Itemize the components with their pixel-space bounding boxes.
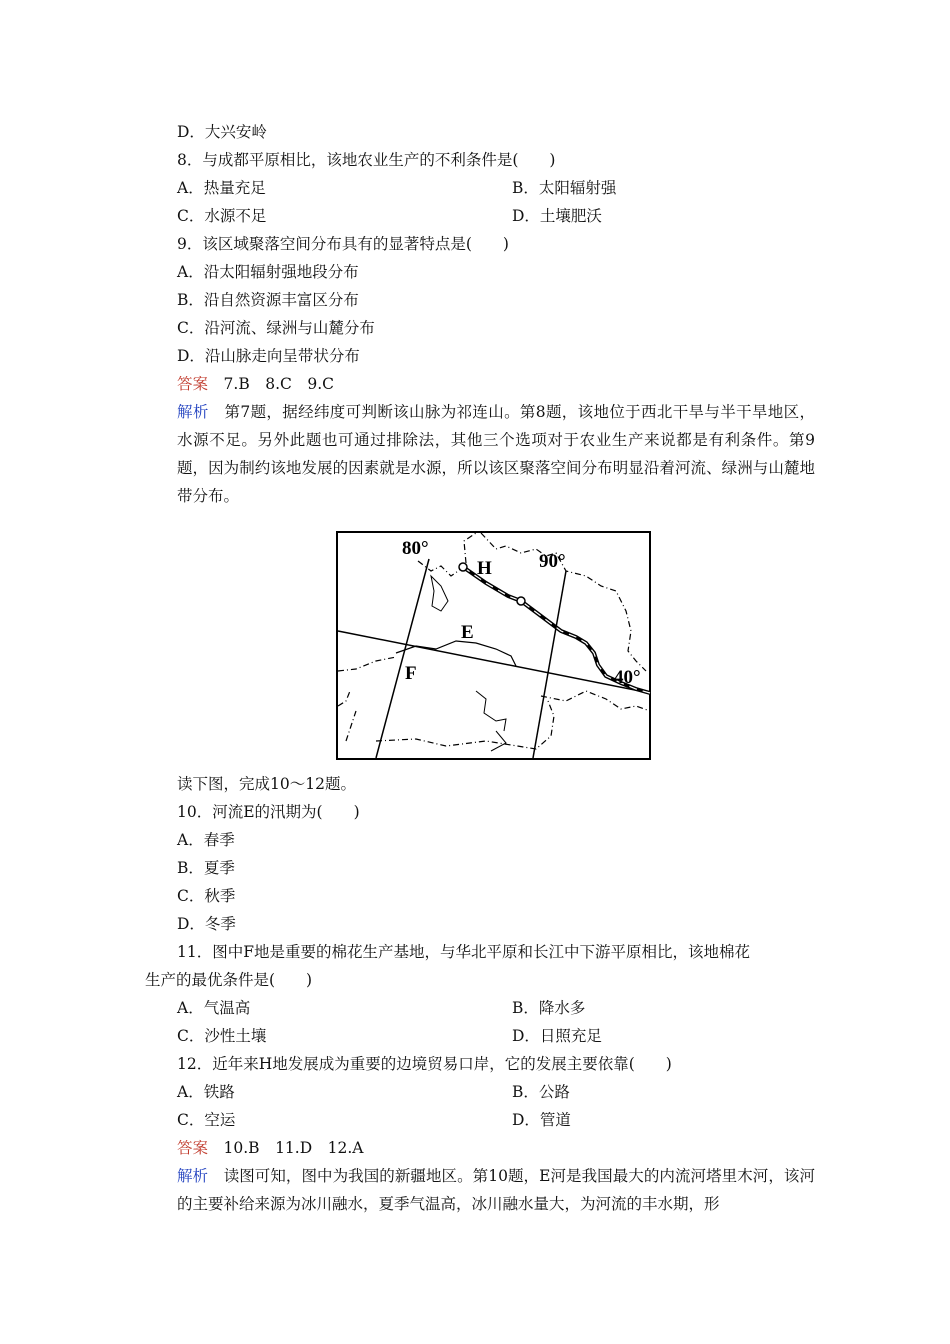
lon-80-label: 80° — [402, 538, 429, 559]
answer-1-text: 7.B 8.C 9.C — [223, 375, 335, 393]
q10-option-a: A．春季 — [177, 831, 235, 849]
q12-stem: 12．近年来H地发展成为重要的边境贸易口岸，它的发展主要依靠( ) — [177, 1055, 672, 1073]
analysis-2-text: 读图可知，图中为我国的新疆地区。第10题，E河是我国最大的内流河塔里木河，该河的主要补给来源为冰川融水，夏季气温高，冰川融水量大，为河流的丰水期，形 — [177, 1167, 815, 1213]
xinjiang-map — [336, 531, 652, 761]
lat-40-label: 40° — [614, 667, 641, 688]
q8-option-d: D．土壤肥沃 — [512, 207, 602, 225]
q12-option-b: B．公路 — [512, 1083, 570, 1101]
analysis-2 — [145, 1162, 815, 1218]
q9-stem: 9．该区域聚落空间分布具有的显著特点是( ) — [177, 235, 509, 253]
answer-2-text: 10.B 11.D 12.A — [223, 1139, 364, 1157]
answer-1 — [177, 370, 334, 398]
q11-stem-line1: 11．图中F地是重要的棉花生产基地，与华北平原和长江中下游平原相比，该地棉花 — [177, 943, 750, 961]
analysis-2-label: 解析 — [177, 1167, 209, 1185]
analysis-1-text: 第7题，据经纬度可判断该山脉为祁连山。第8题，该地位于西北干旱与半干旱地区，水源不足。另外此题也可通过排除法，其他三个选项对于农业生产来说都是有利条件。第9题，因为制约该地发展的因素就是水源，所以该区聚落空间分布明显沿着河流、绿洲与山麓地带分布。 — [177, 403, 815, 505]
q11-option-c: C．沙性土壤 — [177, 1027, 267, 1045]
q11-option-a: A．气温高 — [177, 999, 251, 1017]
analysis-1-label: 解析 — [177, 403, 209, 421]
q8-option-b: B．太阳辐射强 — [512, 179, 617, 197]
q11-option-d: D．日照充足 — [512, 1027, 602, 1045]
map-frame — [337, 532, 650, 759]
label-f: F — [405, 663, 417, 684]
q12-option-c: C．空运 — [177, 1111, 236, 1129]
q10-option-d: D．冬季 — [177, 915, 236, 933]
city-h-marker — [459, 563, 467, 571]
answer-2 — [177, 1134, 364, 1162]
q9-option-c: C．沿河流、绿洲与山麓分布 — [177, 319, 375, 337]
q10-option-b: B．夏季 — [177, 859, 235, 877]
q11-option-b: B．降水多 — [512, 999, 586, 1017]
q8-option-c: C．水源不足 — [177, 207, 267, 225]
q10-option-c: C．秋季 — [177, 887, 236, 905]
q12-option-d: D．管道 — [512, 1111, 571, 1129]
q7-option-d: D．大兴安岭 — [177, 123, 267, 141]
q9-option-a: A．沿太阳辐射强地段分布 — [177, 263, 359, 281]
label-h: H — [477, 558, 492, 579]
q9-option-b: B．沿自然资源丰富区分布 — [177, 291, 359, 309]
q9-option-d: D．沿山脉走向呈带状分布 — [177, 347, 360, 365]
q11-stem-line2: 生产的最优条件是( ) — [145, 971, 313, 989]
answer-2-label: 答案 — [177, 1139, 209, 1157]
q8-stem: 8．与成都平原相比，该地农业生产的不利条件是( ) — [177, 151, 556, 169]
q10-stem: 10．河流E的汛期为( ) — [177, 803, 360, 821]
answer-1-label: 答案 — [177, 375, 209, 393]
instruction: 读下图，完成10～12题。 — [177, 775, 356, 793]
q8-option-a: A．热量充足 — [177, 179, 266, 197]
city-marker — [517, 597, 525, 605]
lon-90-label: 90° — [539, 551, 566, 572]
analysis-1 — [145, 398, 815, 510]
label-e: E — [461, 622, 474, 643]
q12-option-a: A．铁路 — [177, 1083, 235, 1101]
